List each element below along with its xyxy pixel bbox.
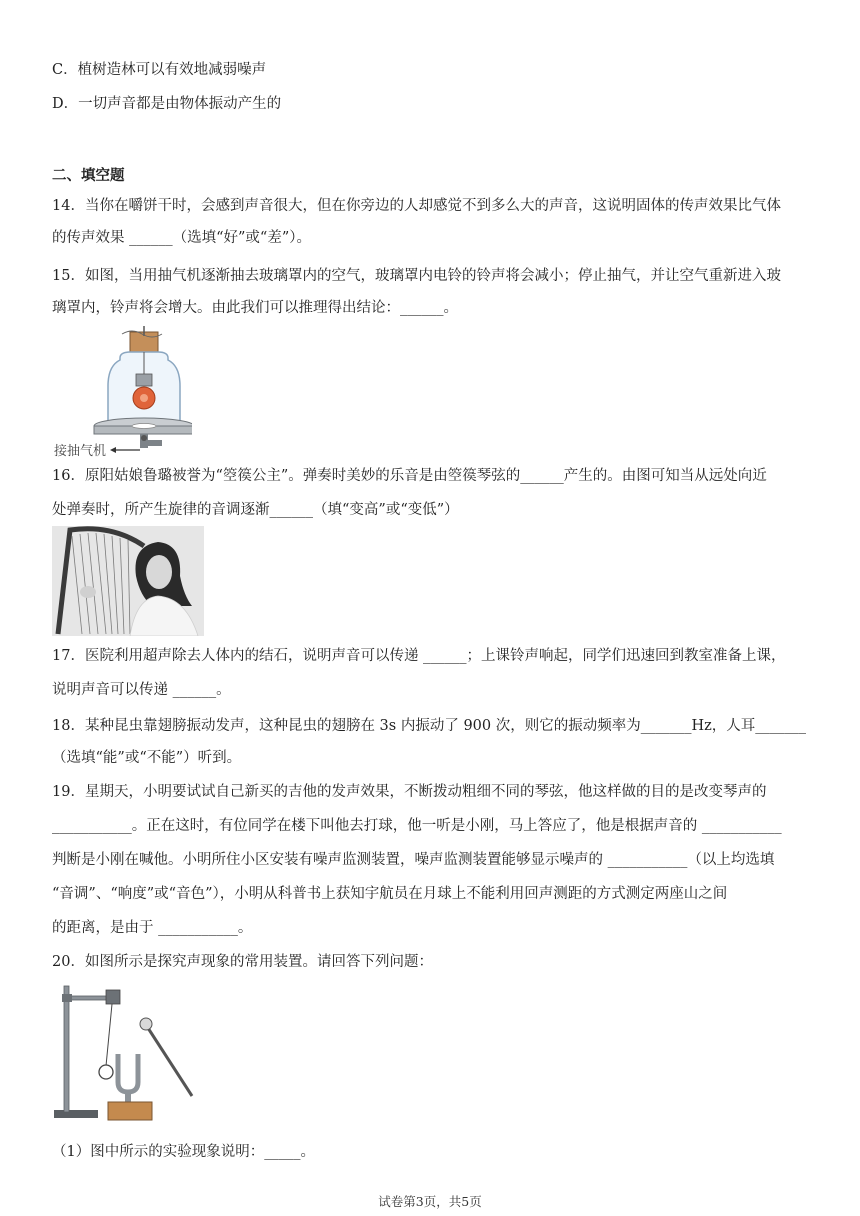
question-19-line-3: 判断是小刚在喊他。小明所住小区安装有噪声监测装置，噪声监测装置能够显示噪声的 ___________（以上均选填 [52, 852, 775, 868]
question-14-line-2: 的传声效果 ______（选填“好”或“差”）。 [52, 230, 312, 246]
question-17-line-2: 说明声音可以传递 ______。 [52, 682, 231, 698]
question-18-line-1: 18．某种昆虫靠翅膀振动发声，这种昆虫的翅膀在 3s 内振动了 900 次，则它的振动频率为_______Hz，人耳_______ [52, 718, 807, 734]
bell-jar-illustration [52, 326, 192, 458]
question-19-line-2: ___________。正在这时，有位同学在楼下叫他去打球，他一听是小刚，马上答应了，他是根据声音的 ___________ [52, 818, 782, 834]
question-19-line-5: 的距离，是由于 ___________。 [52, 920, 253, 936]
harp-photo [52, 526, 204, 636]
question-15-line-1: 15．如图，当用抽气机逐渐抽去玻璃罩内的空气，玻璃罩内电铃的铃声将会减小；停止抽气，并让空气重新进入玻 [52, 268, 781, 284]
option-c: C．植树造林可以有效地减弱噪声 [52, 62, 267, 78]
tuning-fork-apparatus [52, 982, 202, 1122]
question-17-line-1: 17．医院利用超声除去人体内的结石，说明声音可以传递 ______；上课铃声响起，同学们迅速回到教室准备上课， [52, 648, 786, 664]
question-18-line-2: （选填“能”或“不能”）听到。 [52, 750, 242, 766]
question-14-line-1: 14．当你在嚼饼干时，会感到声音很大，但在你旁边的人却感觉不到多么大的声音，这说明固体的传声效果比气体 [52, 198, 781, 214]
question-19-line-1: 19．星期天，小明要试试自己新买的吉他的发声效果，不断拨动粗细不同的琴弦，他这样做的目的是改变琴声的 [52, 784, 767, 800]
question-19-line-4: “音调”、“响度”或“音色”），小明从科普书上获知宇航员在月球上不能利用回声测距的方式测定两座山之间 [52, 886, 728, 902]
question-20-part-1: （1）图中所示的实验现象说明：_____。 [52, 1144, 315, 1160]
question-16-line-1: 16．原阳姑娘鲁璐被誉为“箜篌公主”。弹奏时美妙的乐音是由箜篌琴弦的______产生的。由图可知当从远处向近 [52, 468, 767, 484]
question-16-line-2: 处弹奏时，所产生旋律的音调逐渐______（填“变高”或“变低”） [52, 502, 459, 518]
pump-label: 接抽气机 [54, 444, 107, 459]
harp-player-illustration [52, 526, 204, 636]
section-title: 二、填空题 [52, 167, 125, 184]
tuning-fork-figure [52, 982, 202, 1122]
page-footer: 试卷第3页，共5页 [378, 1194, 482, 1209]
question-20: 20．如图所示是探究声现象的常用装置。请回答下列问题： [52, 954, 433, 970]
option-d: D．一切声音都是由物体振动产生的 [52, 96, 282, 112]
bell-jar-figure [52, 326, 192, 458]
question-15-line-2: 璃罩内，铃声将会增大。由此我们可以推理得出结论：______。 [52, 300, 458, 316]
